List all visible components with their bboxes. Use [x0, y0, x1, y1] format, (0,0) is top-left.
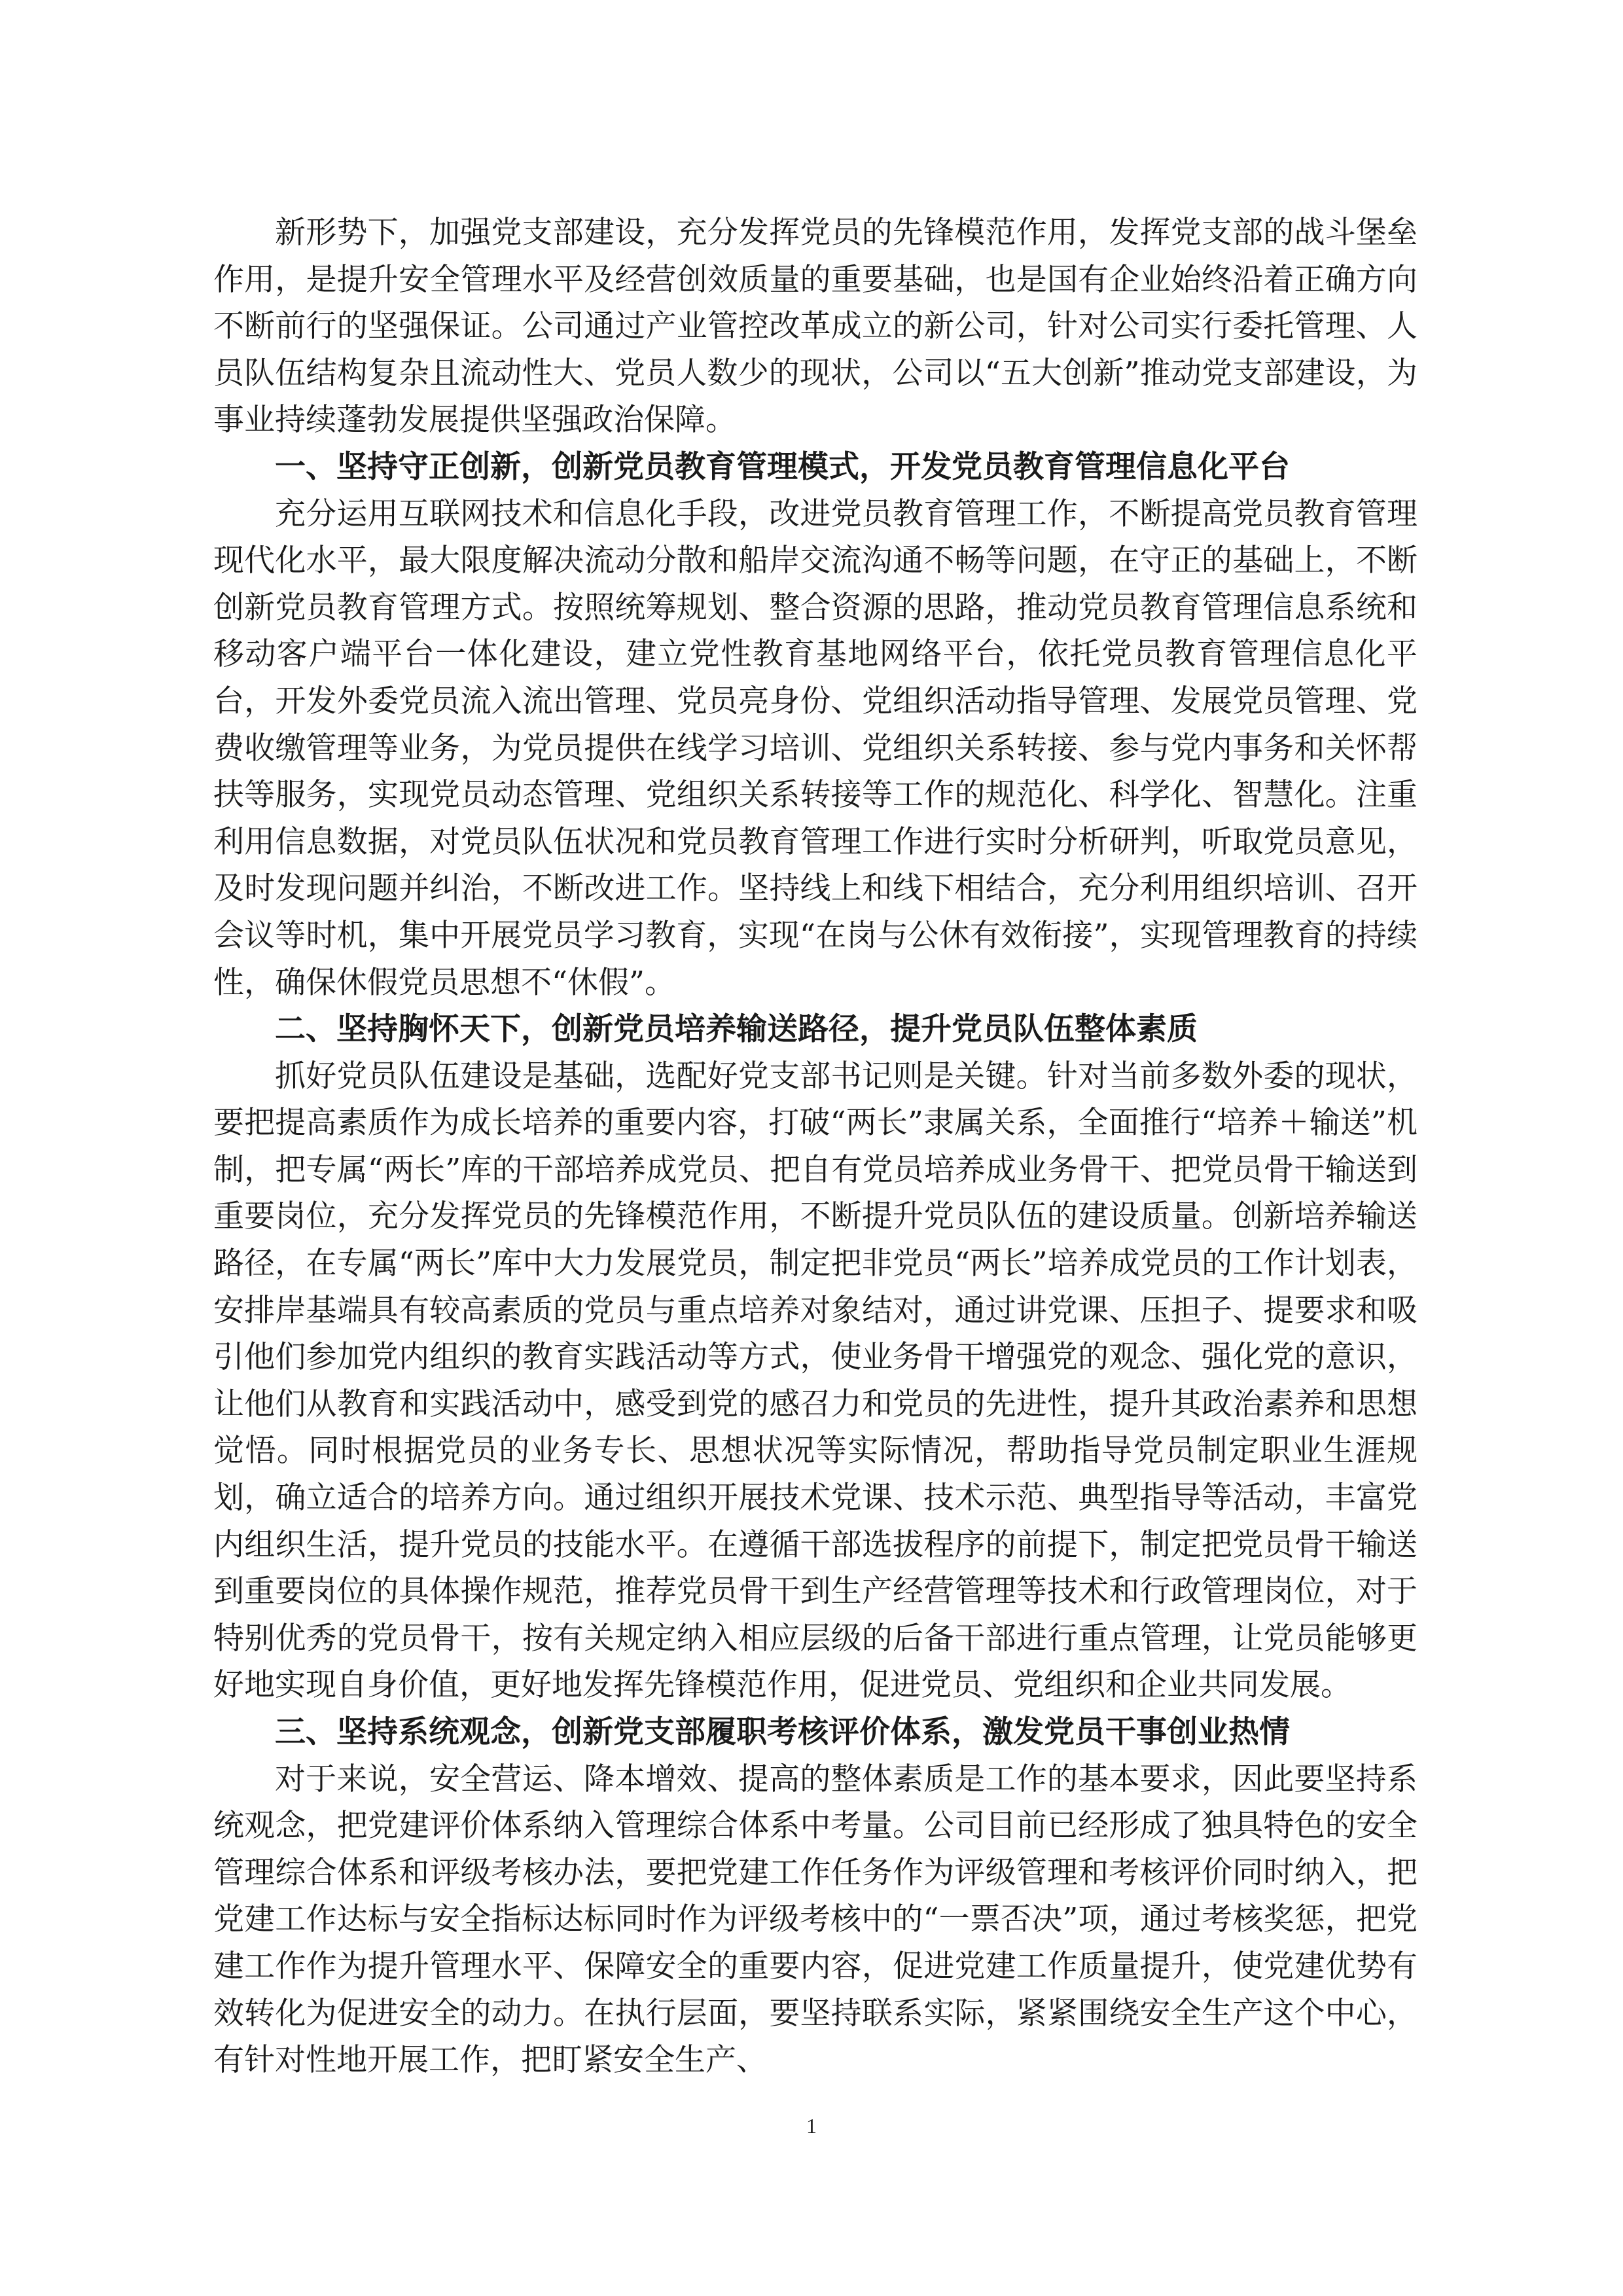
- section-heading-2: 二、坚持胸怀天下，创新党员培养输送路径，提升党员队伍整体素质: [275, 1011, 1198, 1048]
- section-1-paragraph: 充分运用互联网技术和信息化手段，改进党员教育管理工作，不断提高党员教育管理现代化水平，最大限度解决流动分散和船岸交流沟通不畅等问题，在守正的基础上，不断创新党员教育管理方式。按照统筹规划、整合资源的思路，推动党员教育管理信息系统和移动客户端平台一体化建设，建立党性教育基地网络平台，依托党员教育管理信息化平台，开发外委党员流入流出管理、党员亮身份、党组织活动指导管理、发展党员管理、党费收缴管理等业务，为党员提供在线学习培训、党组织关系转接、参与党内事务和关怀帮扶等服务，实现党员动态管理、党组织关系转接等工作的规范化、科学化、智慧化。注重利用信息数据，对党员队伍状况和党员教育管理工作进行实时分析研判，听取党员意见，及时发现问题并纠治，不断改进工作。坚持线上和线下相结合，充分利用组织培训、召开会议等时机，集中开展党员学习教育，实现“在岗与公休有效衔接”，实现管理教育的持续性，确保休假党员思想不“休假”。: [213, 495, 1418, 1001]
- section-heading-1: 一、坚持守正创新，创新党员教育管理模式，开发党员教育管理信息化平台: [275, 448, 1290, 485]
- page-number: 1: [806, 2114, 817, 2138]
- section-3-paragraph: 对于来说，安全营运、降本增效、提高的整体素质是工作的基本要求，因此要坚持系统观念，把党建评价体系纳入管理综合体系中考量。公司目前已经形成了独具特色的安全管理综合体系和评级考核办法，要把党建工作任务作为评级管理和考核评价同时纳入，把党建工作达标与安全指标达标同时作为评级考核中的“一票否决”项，通过考核奖惩，把党建工作作为提升管理水平、保障安全的重要内容，促进党建工作质量提升，使党建优势有效转化为促进安全的动力。在执行层面，要坚持联系实际，紧紧围绕安全生产这个中心，有针对性地开展工作，把盯紧安全生产、: [213, 1761, 1418, 2079]
- section-heading-3: 三、坚持系统观念，创新党支部履职考核评价体系，激发党员干事创业热情: [275, 1714, 1290, 1750]
- document-body: [213, 209, 1418, 2084]
- intro-paragraph: 新形势下，加强党支部建设，充分发挥党员的先锋模范作用，发挥党支部的战斗堡垒作用，是提升安全管理水平及经营创效质量的重要基础，也是国有企业始终沿着正确方向不断前行的坚强保证。公司通过产业管控改革成立的新公司，针对公司实行委托管理、人员队伍结构复杂且流动性大、党员人数少的现状，公司以“五大创新”推动党支部建设，为事业持续蓬勃发展提供坚强政治保障。: [213, 215, 1418, 439]
- section-2-paragraph: 抓好党员队伍建设是基础，选配好党支部书记则是关键。针对当前多数外委的现状，要把提高素质作为成长培养的重要内容，打破“两长”隶属关系，全面推行“培养＋输送”机制，把专属“两长”库的干部培养成党员、把自有党员培养成业务骨干、把党员骨干输送到重要岗位，充分发挥党员的先锋模范作用，不断提升党员队伍的建设质量。创新培养输送路径，在专属“两长”库中大力发展党员，制定把非党员“两长”培养成党员的工作计划表，安排岸基端具有较高素质的党员与重点培养对象结对，通过讲党课、压担子、提要求和吸引他们参加党内组织的教育实践活动等方式，使业务骨干增强党的观念、强化党的意识，让他们从教育和实践活动中，感受到党的感召力和党员的先进性，提升其政治素养和思想觉悟。同时根据党员的业务专长、思想状况等实际情况，帮助指导党员制定职业生涯规划，确立适合的培养方向。通过组织开展技术党课、技术示范、典型指导等活动，丰富党内组织生活，提升党员的技能水平。在遵循干部选拔程序的前提下，制定把党员骨干输送到重要岗位的具体操作规范，推荐党员骨干到生产经营管理等技术和行政管理岗位，对于特别优秀的党员骨干，按有关规定纳入相应层级的后备干部进行重点管理，让党员能够更好地实现自身价值，更好地发挥先锋模范作用，促进党员、党组织和企业共同发展。: [213, 1058, 1418, 1704]
